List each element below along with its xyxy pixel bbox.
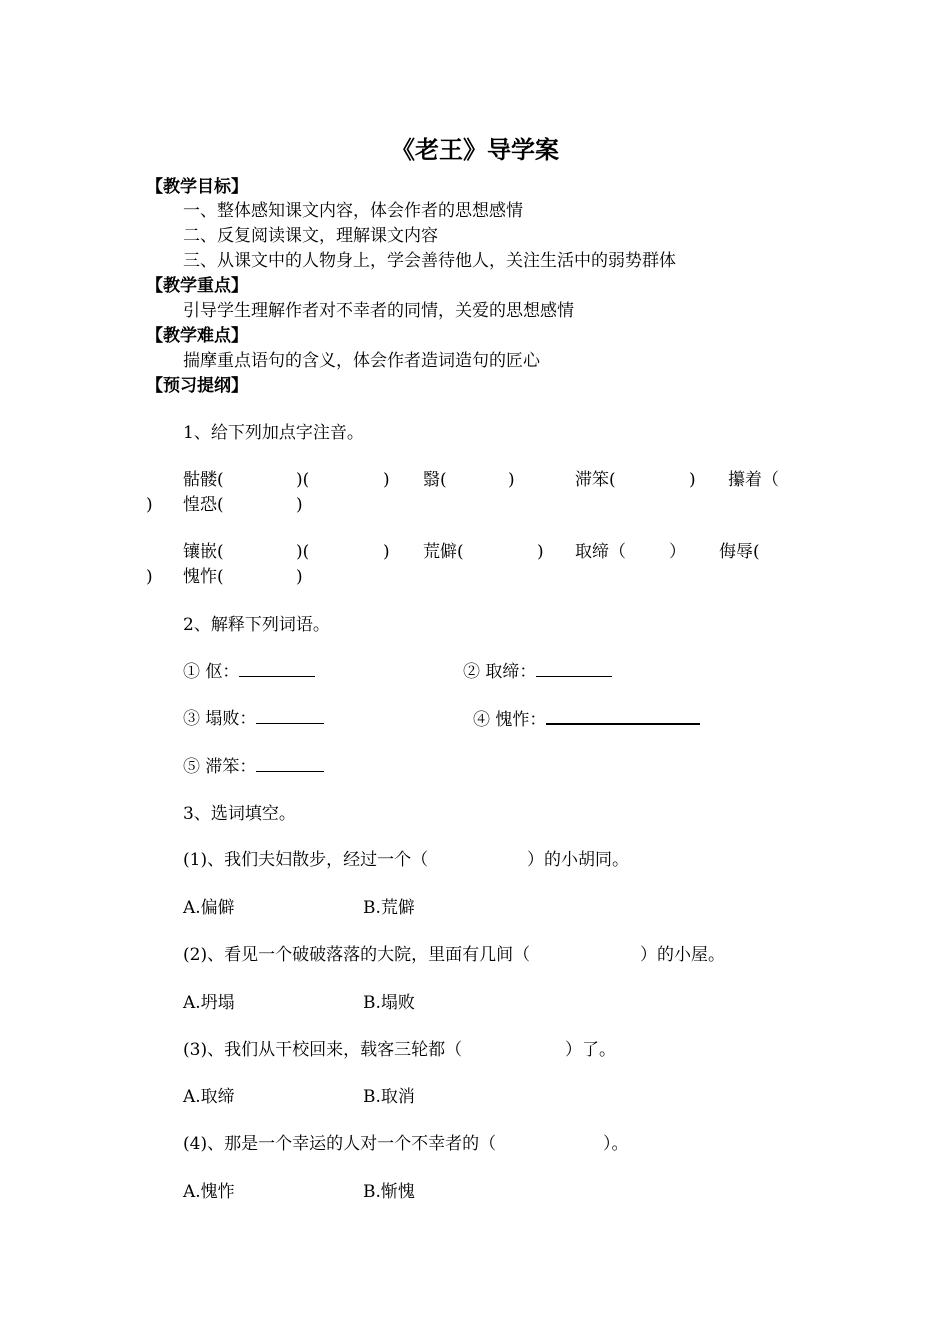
q3-stem-end: ）了。 [565, 1040, 616, 1060]
q3-stem: (1)、我们夫妇散步，经过一个（ [183, 850, 429, 870]
q1-paren: )( [296, 542, 310, 562]
page-title: 《老王》导学案 [391, 136, 559, 164]
key-points-heading: 【教学重点】 [146, 276, 248, 296]
q1-word: 愧怍( [183, 567, 224, 587]
objective-item: 一、整体感知课文内容，体会作者的思想感情 [183, 201, 523, 221]
q2-item [183, 755, 324, 779]
q3-stem-end: ）。 [603, 1134, 629, 1154]
q1-word: 翳( [423, 470, 447, 490]
q2-item-label: ② 取缔： [463, 662, 537, 682]
q1-paren: ) [383, 470, 390, 490]
difficulties-text: 揣摩重点语句的含义，体会作者造词造句的匠心 [183, 351, 540, 371]
q1-paren: ) [146, 567, 153, 587]
q1-paren: ) [146, 495, 153, 515]
objective-item: 二、反复阅读课文，理解课文内容 [183, 226, 438, 246]
q3-stem-end: ）的小胡同。 [527, 850, 629, 870]
q1-prompt: 1、给下列加点字注音。 [183, 423, 364, 443]
q1-paren: ) [537, 542, 544, 562]
q3-stem: (2)、看见一个破破落落的大院，里面有几间（ [183, 945, 531, 965]
q2-item-label: ⑤ 滞笨： [183, 757, 257, 777]
q1-paren: ) [383, 542, 390, 562]
q2-item [183, 660, 315, 684]
q1-word: 滞笨( [575, 470, 616, 490]
q1-word: 侮辱( [719, 542, 760, 562]
objective-item: 三、从课文中的人物身上，学会善待他人，关注生活中的弱势群体 [183, 251, 676, 271]
q3-option[interactable]: B.塌败 [363, 993, 415, 1013]
q1-word: 惶恐( [183, 495, 224, 515]
difficulties-heading: 【教学难点】 [146, 326, 248, 346]
q2-item [463, 660, 612, 684]
q1-paren: ) [296, 567, 303, 587]
q2-item-label: ④ 愧怍： [473, 710, 547, 730]
q1-word: 镶嵌( [183, 542, 224, 562]
answer-blank[interactable] [546, 707, 700, 725]
q3-option[interactable]: A.取缔 [183, 1087, 235, 1107]
answer-blank[interactable] [536, 660, 612, 677]
q1-word: 荒僻( [423, 542, 464, 562]
preview-heading: 【预习提纲】 [146, 376, 248, 396]
q2-item-label: ③ 塌败： [183, 709, 257, 729]
q3-option[interactable]: B.惭愧 [363, 1182, 415, 1202]
q3-option[interactable]: A.愧怍 [183, 1182, 235, 1202]
q1-word: 攥着（ [728, 470, 779, 490]
answer-blank[interactable] [256, 707, 324, 724]
q1-paren: )( [296, 470, 310, 490]
q1-paren: ) [508, 470, 515, 490]
q3-stem-end: ）的小屋。 [640, 945, 725, 965]
q3-option[interactable]: A.偏僻 [183, 898, 235, 918]
objectives-heading: 【教学目标】 [146, 177, 248, 197]
answer-blank[interactable] [256, 755, 324, 772]
key-points-text: 引导学生理解作者对不幸者的同情，关爱的思想感情 [183, 301, 574, 321]
q1-paren: ） [669, 542, 686, 562]
q1-paren: ) [296, 495, 303, 515]
q3-option[interactable]: A.坍塌 [183, 993, 235, 1013]
q3-stem: (4)、那是一个幸运的人对一个不幸者的（ [183, 1134, 497, 1154]
q3-prompt: 3、选词填空。 [183, 804, 296, 824]
q1-word: 骷髅( [183, 470, 224, 490]
q3-option[interactable]: B.荒僻 [363, 898, 415, 918]
q3-stem: (3)、我们从干校回来，载客三轮都（ [183, 1040, 463, 1060]
q2-prompt: 2、解释下列词语。 [183, 615, 330, 635]
q3-option[interactable]: B.取消 [363, 1087, 415, 1107]
q1-word: 取缔（ [575, 542, 626, 562]
q2-item [473, 707, 700, 732]
answer-blank[interactable] [239, 660, 315, 677]
q2-item-label: ① 伛： [183, 662, 240, 682]
q1-paren: ) [689, 470, 696, 490]
q2-item [183, 707, 324, 731]
